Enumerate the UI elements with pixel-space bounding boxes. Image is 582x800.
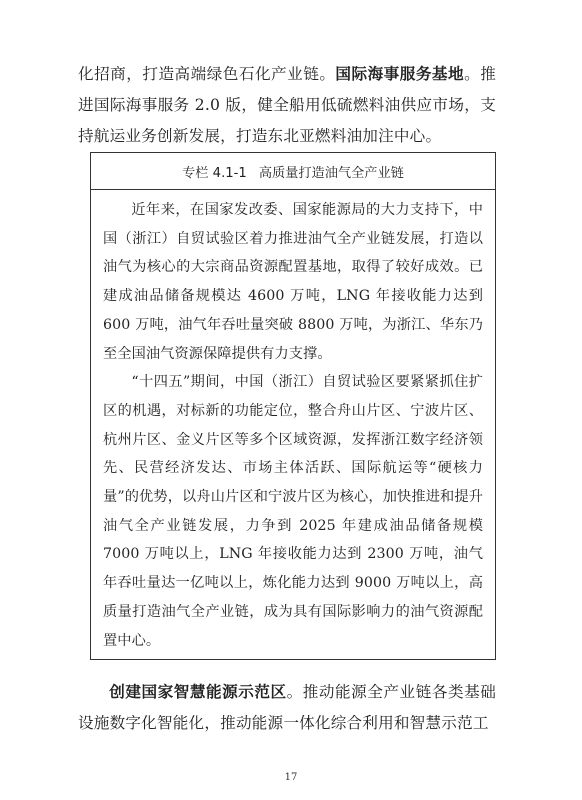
energy-demo-heading: 创建国家智慧能源示范区 xyxy=(109,682,287,701)
intro-text-start: 化招商，打造高端绿色石化产业链。 xyxy=(78,65,336,83)
box-body xyxy=(91,190,495,655)
maritime-base-heading: 国际海事服务基地 xyxy=(335,64,465,83)
box-paragraph-1: 近年来，在国家发改委、国家能源局的大力支持下，中国（浙江）自贸试验区着力推进油气全产业链发展，打造以油气为核心的大宗商品资源配置基地，取得了较好成效。已建成油品储备规模达 4600 万吨，LNG 年接收能力达到 600 万吨，油气年吞吐量突破 8800 万吨，为浙江、华东乃至全国油气资源保障提供有力支撑。 xyxy=(103,202,483,362)
box-title xyxy=(91,153,495,190)
page-number: 17 xyxy=(284,772,298,783)
box-paragraph-2: “十四五”期间，中国（浙江）自贸试验区要紧紧抓住扩区的机遇，对标新的功能定位，整合舟山片区、宁波片区、杭州片区、金义片区等多个区域资源，发挥浙江数字经济领先、民营经济发达、市场主体活跃、国际航运等“硬核力量”的优势，以舟山片区和宁波片区为核心，加快推进和提升油气全产业链发展，力争到 2025 年建成油品储备规模 7000 万吨以上，LNG 年接收能力达到 2300 万吨，油气年吞吐量达一亿吨以上，炼化能力达到 9000 万吨以上，高质量打造油气全产业链，成为具有国际影响力的油气资源配置中心。 xyxy=(103,374,483,649)
box-title-number: 专栏 4.1-1 xyxy=(182,165,247,181)
box-title-text: 高质量打造油气全产业链 xyxy=(258,165,404,181)
intro-paragraph xyxy=(78,58,496,152)
energy-paragraph xyxy=(78,676,496,739)
energy-text: 。推动能源全产业链各类基础设施数字化智能化，推动能源一体化综合利用和智慧示范工 xyxy=(78,683,497,732)
sidebar-box xyxy=(90,152,496,660)
intro-text-rest: 。推进国际海事服务 2.0 版，健全船用低硫燃料油供应市场，支持航运业务创新发展，打造东北亚燃料油加注中心。 xyxy=(78,65,496,145)
